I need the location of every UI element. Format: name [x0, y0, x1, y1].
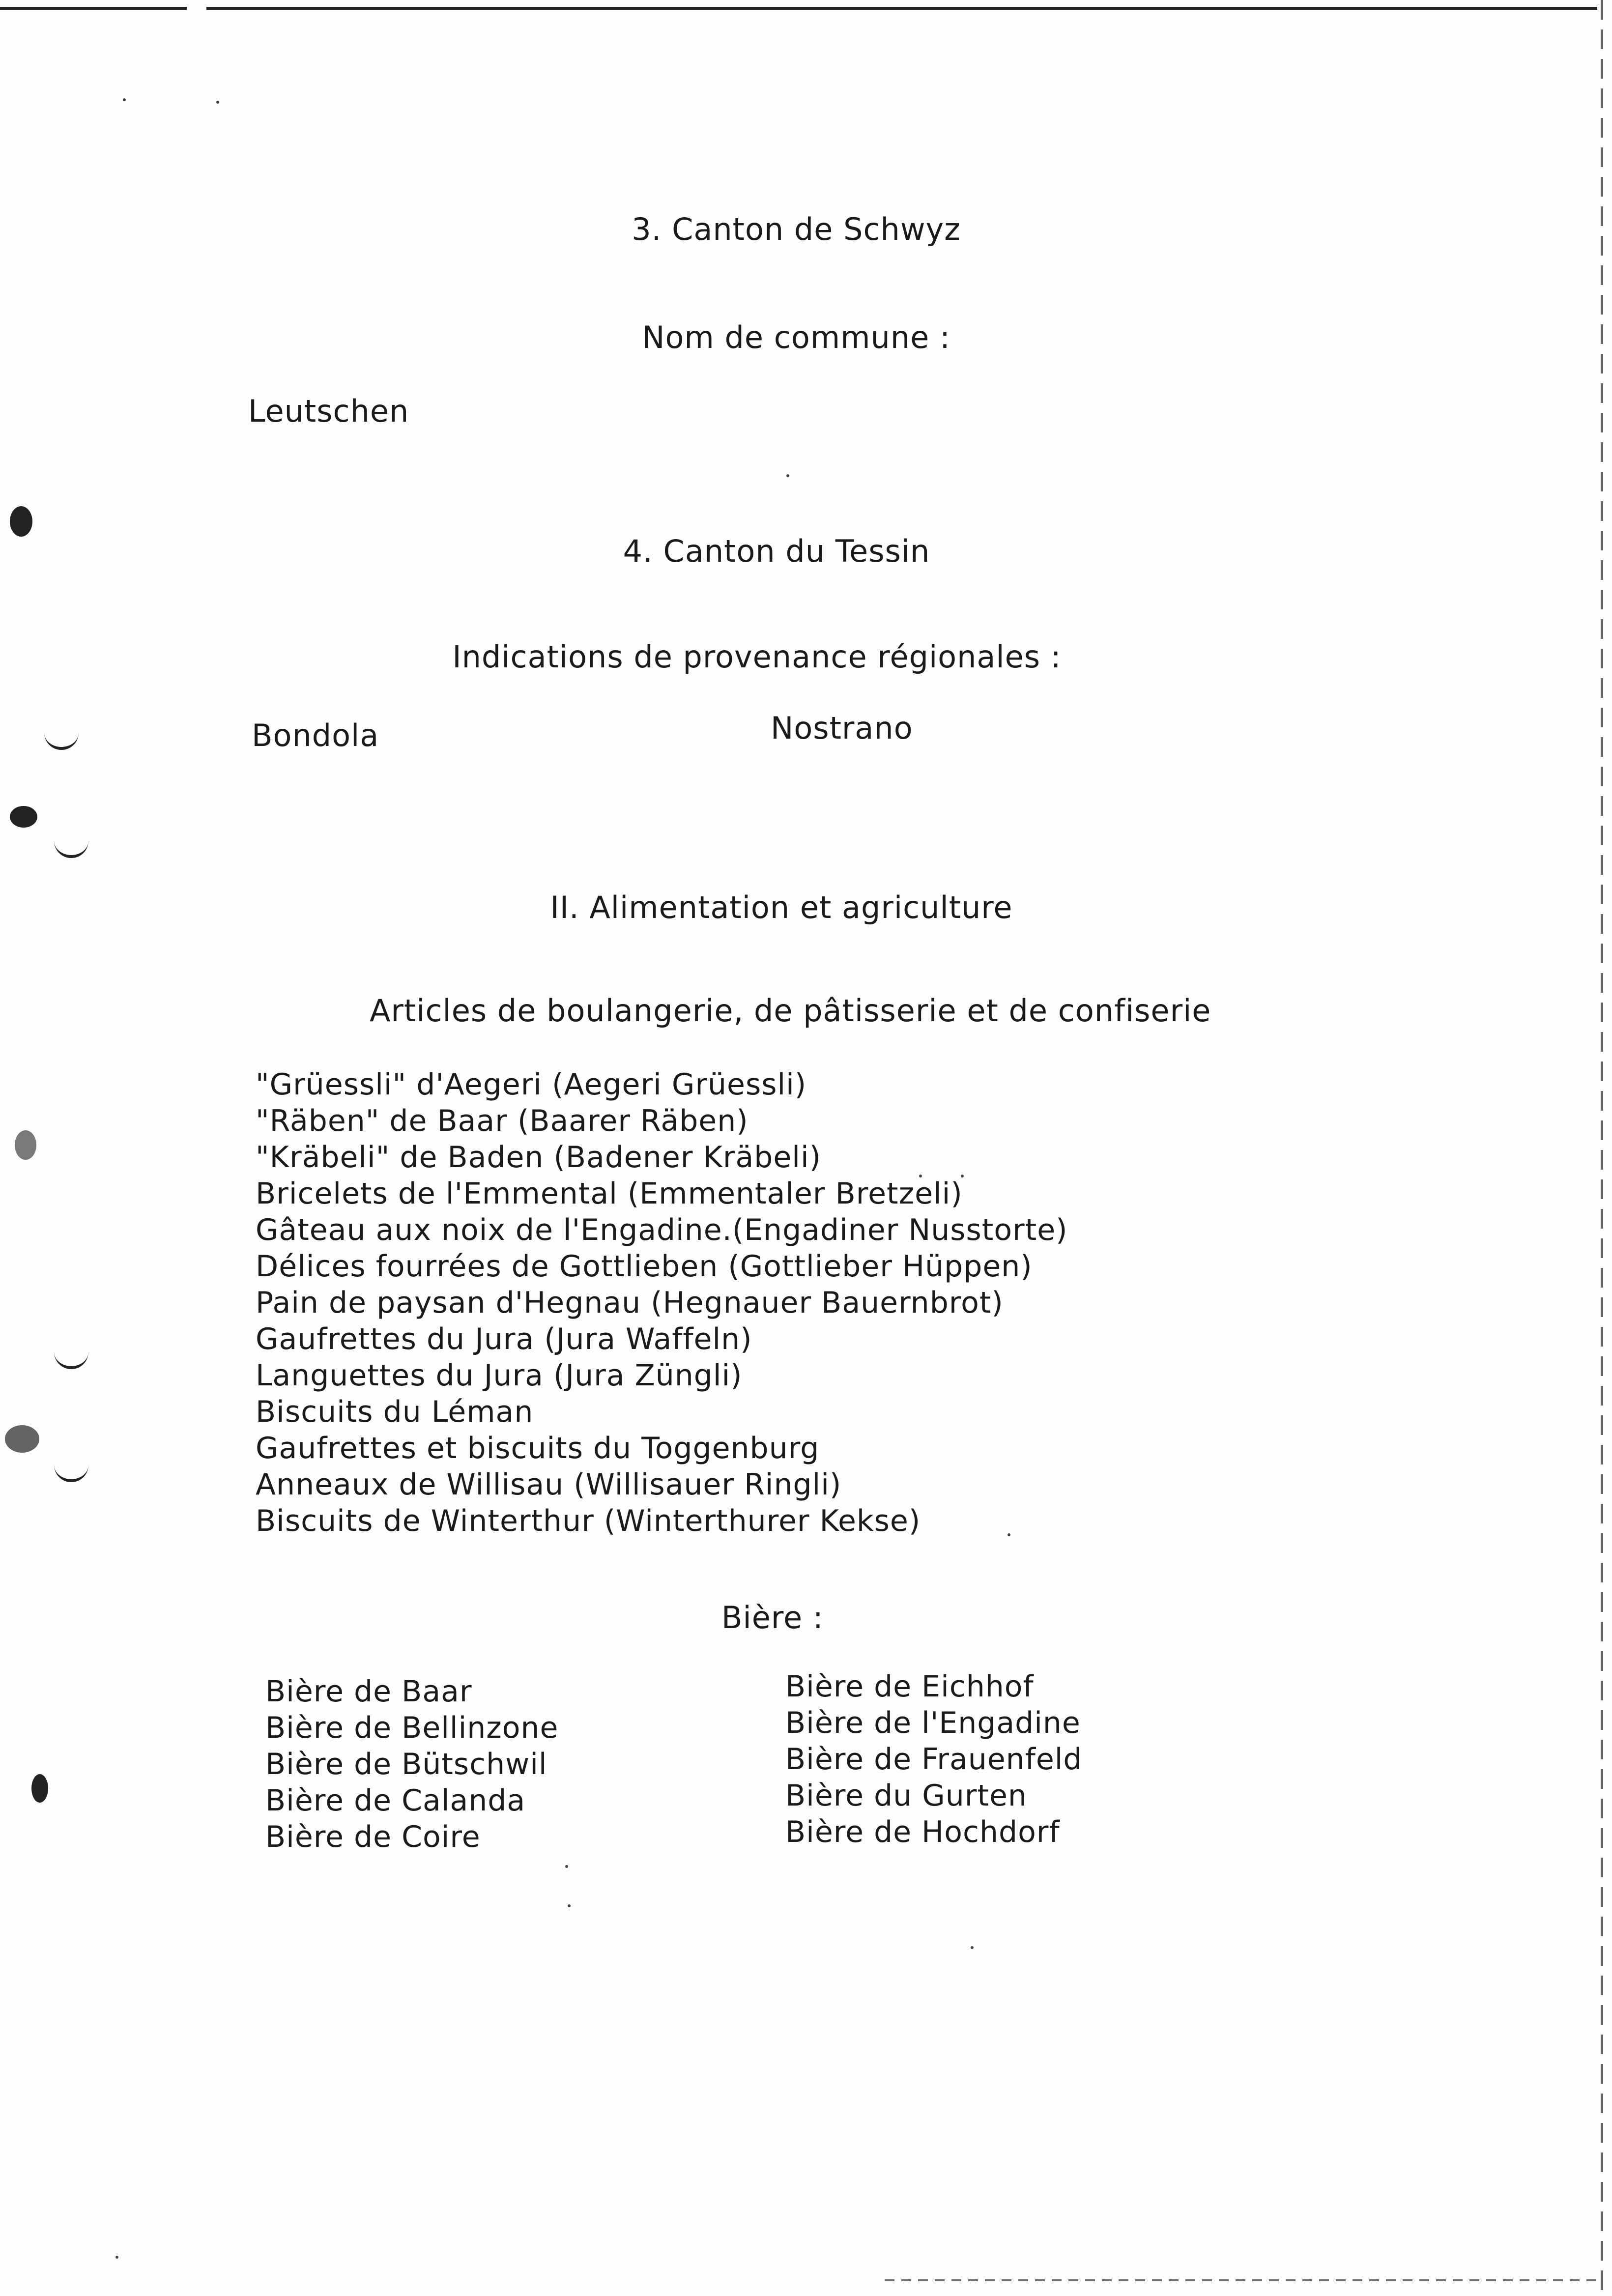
- regional-entry-left: Bondola: [252, 718, 379, 753]
- ink-blot: [10, 806, 37, 828]
- margin-mark: [44, 727, 79, 750]
- section-II-heading: II. Alimentation et agriculture: [550, 890, 1013, 925]
- list-item: Anneaux de Willisau (Willisauer Ringli): [256, 1467, 842, 1502]
- right-scan-edge: [1601, 0, 1603, 2296]
- margin-mark: [54, 835, 88, 858]
- list-item: Bière de Hochdorf: [785, 1815, 1060, 1849]
- margin-mark: [54, 1347, 88, 1369]
- scan-speck: [216, 101, 219, 104]
- list-item: Gâteau aux noix de l'Engadine.(Engadiner Nusstorte): [256, 1213, 1068, 1247]
- scan-speck: [971, 1946, 974, 1949]
- list-item: Délices fourrées de Gottlieben (Gottlieber Hüppen): [256, 1249, 1033, 1284]
- list-item: Bière de l'Engadine: [785, 1706, 1081, 1740]
- list-item: Bière de Baar: [265, 1674, 472, 1709]
- list-item: Bière de Eichhof: [785, 1669, 1034, 1704]
- biere-left-column: [265, 1673, 558, 1855]
- scan-speck: [568, 1904, 571, 1907]
- list-item: "Grüessli" d'Aegeri (Aegeri Grüessli): [256, 1067, 807, 1102]
- list-item: Bière de Calanda: [265, 1783, 526, 1818]
- scan-speck: [115, 2256, 118, 2259]
- section-II-subheading: Articles de boulangerie, de pâtisserie et de confiserie: [370, 993, 1211, 1029]
- biere-right-column: [785, 1668, 1083, 1850]
- list-item: Bière de Frauenfeld: [785, 1742, 1083, 1777]
- regional-entry-right: Nostrano: [771, 710, 913, 746]
- ink-blot: [5, 1425, 39, 1453]
- section-4-heading: 4. Canton du Tessin: [623, 533, 930, 569]
- bakery-items-list: [256, 1066, 1068, 1539]
- top-scan-rule: [0, 7, 1597, 10]
- biere-heading: Bière :: [721, 1600, 824, 1636]
- scan-speck: [565, 1865, 568, 1868]
- list-item: Gaufrettes et biscuits du Toggenburg: [256, 1431, 820, 1465]
- list-item: Gaufrettes du Jura (Jura Waffeln): [256, 1322, 752, 1356]
- section-4-subheading: Indications de provenance régionales :: [452, 639, 1062, 675]
- list-item: Biscuits de Winterthur (Winterthurer Kekse): [256, 1504, 921, 1538]
- list-item: Bière du Gurten: [785, 1779, 1027, 1813]
- list-item: "Räben" de Baar (Baarer Räben): [256, 1104, 748, 1138]
- list-item: Bière de Bütschwil: [265, 1747, 547, 1781]
- ink-blot: [15, 1130, 36, 1160]
- ink-blot: [31, 1774, 48, 1803]
- list-item: Pain de paysan d'Hegnau (Hegnauer Bauernbrot): [256, 1286, 1004, 1320]
- list-item: Bricelets de l'Emmental (Emmentaler Bretzeli): [256, 1177, 963, 1211]
- scan-speck: [123, 98, 126, 101]
- list-item: Bière de Bellinzone: [265, 1711, 559, 1745]
- section-3-heading: 3. Canton de Schwyz: [632, 211, 961, 247]
- top-scan-rule-gap: [187, 5, 206, 12]
- list-item: Biscuits du Léman: [256, 1395, 534, 1429]
- list-item: Bière de Coire: [265, 1820, 481, 1854]
- section-3-subheading: Nom de commune :: [642, 319, 950, 355]
- bottom-scan-edge: [885, 2279, 1602, 2281]
- commune-entry: Leutschen: [248, 393, 409, 429]
- margin-mark: [54, 1460, 88, 1482]
- scan-speck: [786, 474, 789, 477]
- list-item: "Kräbeli" de Baden (Badener Kräbeli): [256, 1140, 822, 1175]
- list-item: Languettes du Jura (Jura Züngli): [256, 1358, 743, 1393]
- ink-blot: [10, 506, 32, 537]
